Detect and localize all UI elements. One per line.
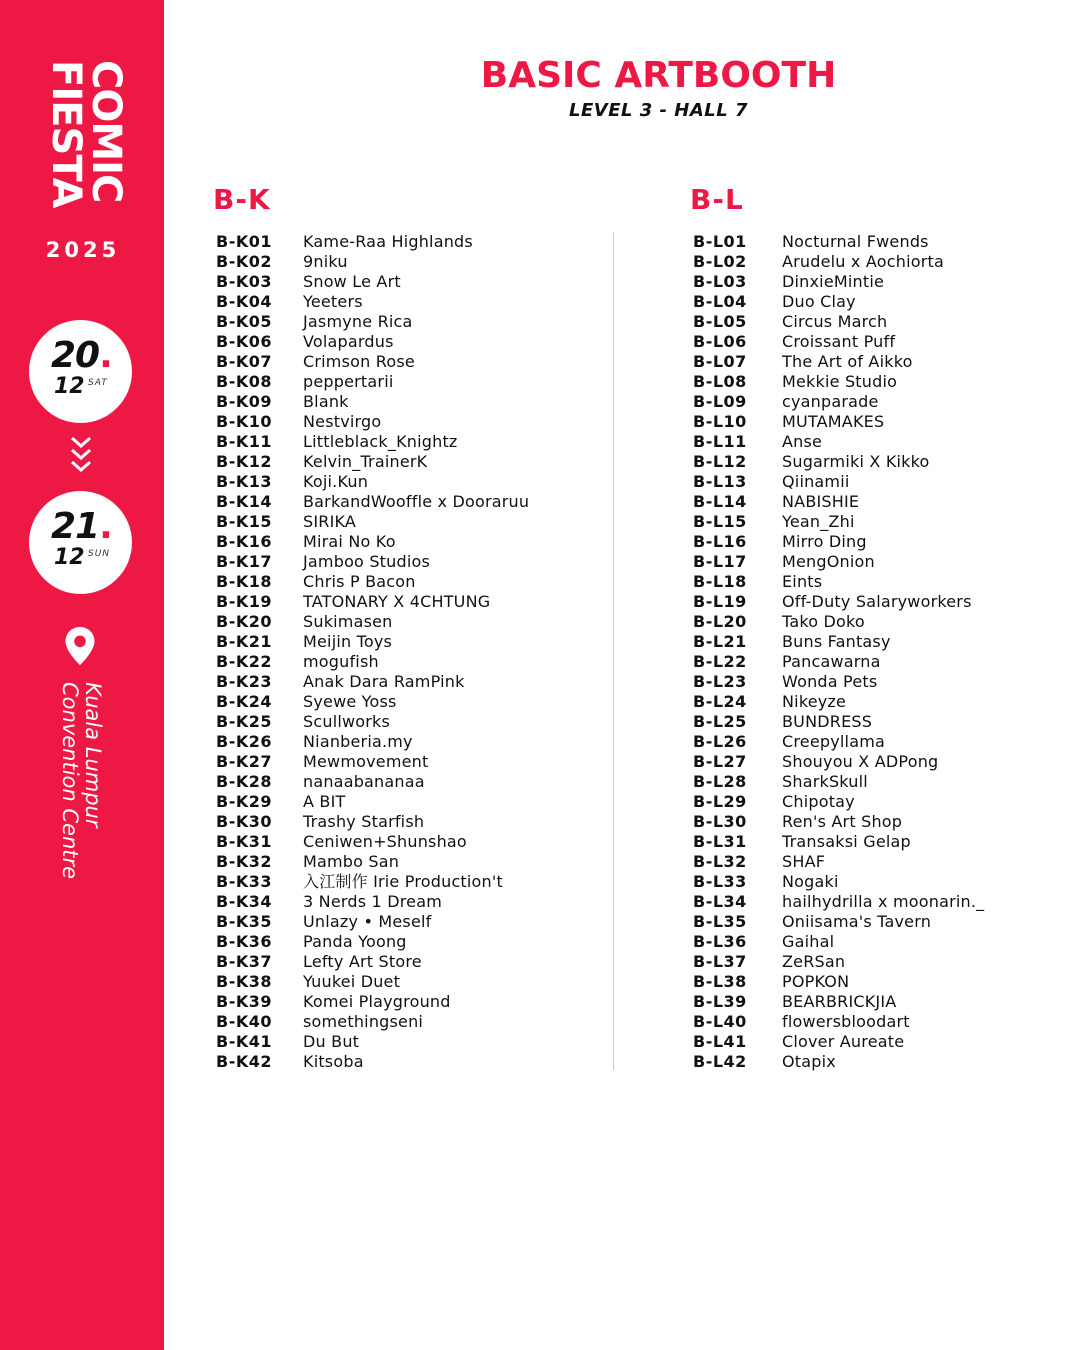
booth-row: [690, 872, 1080, 892]
booth-code: B-K28: [216, 772, 272, 791]
booth-name: Mambo San: [303, 852, 400, 871]
booth-name: Off-Duty Salaryworkers: [782, 592, 972, 611]
booth-row: [213, 932, 613, 952]
booth-name: Littleblack_Knightz: [303, 432, 458, 451]
booth-name: Duo Clay: [782, 292, 856, 311]
booth-code: B-L39: [693, 992, 747, 1011]
booth-code: B-L17: [693, 552, 747, 571]
venue-label: [59, 682, 104, 879]
booth-name: Mirro Ding: [782, 532, 867, 551]
booth-name: Mirai No Ko: [303, 532, 396, 551]
booth-code: B-L33: [693, 872, 747, 891]
booth-name: DinxieMintie: [782, 272, 885, 291]
booth-code: B-K33: [216, 872, 272, 891]
booth-code: B-L05: [693, 312, 747, 331]
booth-code: B-L11: [693, 432, 747, 451]
booth-name: 9niku: [303, 252, 348, 271]
booth-row: [213, 492, 613, 512]
booth-name: Yean_Zhi: [782, 512, 855, 531]
booth-row: [690, 652, 1080, 672]
booth-code: B-L03: [693, 272, 747, 291]
booth-row: [690, 292, 1080, 312]
booth-name: Komei Playground: [303, 992, 451, 1011]
booth-name: Circus March: [782, 312, 888, 331]
booth-name: Blank: [303, 392, 349, 411]
date-weekday: SUN: [88, 549, 111, 559]
booth-code: B-L22: [693, 652, 747, 671]
booth-row: [213, 452, 613, 472]
booth-code: B-L26: [693, 732, 747, 751]
booth-code: B-L02: [693, 252, 747, 271]
booth-code: B-L23: [693, 672, 747, 691]
section-heading: B-L: [690, 183, 744, 216]
booth-code: B-L24: [693, 692, 747, 711]
booth-row: [213, 572, 613, 592]
booth-code: B-L29: [693, 792, 747, 811]
booth-code: B-K40: [216, 1012, 272, 1031]
logo-line-2: FIESTA: [43, 60, 89, 208]
booth-code: B-L18: [693, 572, 747, 591]
booth-code: B-K32: [216, 852, 272, 871]
booth-row: [213, 892, 613, 912]
booth-name: Lefty Art Store: [303, 952, 422, 971]
chevron-double-down-icon: [70, 436, 92, 476]
booth-code: B-K09: [216, 392, 272, 411]
booth-name: Unlazy • Meself: [303, 912, 432, 931]
booth-code: B-K13: [216, 472, 272, 491]
booth-name: SIRIKA: [303, 512, 357, 531]
booth-row: [213, 612, 613, 632]
booth-name: SHAF: [782, 852, 826, 871]
booth-name: Syewe Yoss: [303, 692, 397, 711]
date-badge-start: [29, 320, 132, 423]
booth-name: MUTAMAKES: [782, 412, 885, 431]
booth-name: BUNDRESS: [782, 712, 873, 731]
booth-row: [213, 852, 613, 872]
booth-code: B-K16: [216, 532, 272, 551]
booth-name: Yeeters: [303, 292, 363, 311]
booth-row: [690, 1052, 1080, 1072]
booth-name: mogufish: [303, 652, 379, 671]
logo-line-1: COMIC: [83, 60, 129, 203]
booth-name: Trashy Starfish: [303, 812, 425, 831]
booth-code: B-K02: [216, 252, 272, 271]
booth-row: [690, 272, 1080, 292]
column-divider: [613, 232, 614, 1070]
booth-code: B-K23: [216, 672, 272, 691]
booth-row: [690, 812, 1080, 832]
booth-name: ZeRSan: [782, 952, 846, 971]
booth-row: [690, 312, 1080, 332]
booth-code: B-K25: [216, 712, 272, 731]
booth-code: B-L12: [693, 452, 747, 471]
page-subtitle: LEVEL 3 - HALL 7: [569, 100, 748, 121]
date-month: 12: [54, 374, 85, 399]
booth-name: SharkSkull: [782, 772, 868, 791]
booth-section-bk: [213, 183, 613, 1072]
booth-name: BarkandWooffle x Dooraruu: [303, 492, 530, 511]
booth-row: [213, 352, 613, 372]
booth-name: Anak Dara RamPink: [303, 672, 465, 691]
booth-name: Ren's Art Shop: [782, 812, 903, 831]
booth-code: B-K10: [216, 412, 272, 431]
booth-row: [213, 712, 613, 732]
booth-name: flowersbloodart: [782, 1012, 910, 1031]
booth-code: B-K36: [216, 932, 272, 951]
booth-row: [690, 512, 1080, 532]
booth-name: TATONARY X 4CHTUNG: [303, 592, 491, 611]
booth-row: [690, 632, 1080, 652]
booth-code: B-L20: [693, 612, 747, 631]
booth-row: [213, 232, 613, 252]
booth-name: Du But: [303, 1032, 360, 1051]
booth-name: 3 Nerds 1 Dream: [303, 892, 442, 911]
booth-name: cyanparade: [782, 392, 879, 411]
date-day: 21.: [51, 506, 112, 547]
booth-name: Jamboo Studios: [303, 552, 431, 571]
date-day: 20.: [51, 335, 112, 376]
booth-row: [213, 552, 613, 572]
booth-code: B-K42: [216, 1052, 272, 1071]
booth-code: B-K22: [216, 652, 272, 671]
booth-row: [213, 292, 613, 312]
booth-name: Croissant Puff: [782, 332, 896, 351]
booth-row: [213, 632, 613, 652]
booth-name: A BIT: [303, 792, 346, 811]
booth-code: B-L41: [693, 1032, 747, 1051]
booth-name: Volapardus: [303, 332, 394, 351]
booth-name: Meijin Toys: [303, 632, 393, 651]
booth-row: [690, 452, 1080, 472]
booth-row: [690, 752, 1080, 772]
booth-row: [213, 912, 613, 932]
booth-name: nanaabananaa: [303, 772, 425, 791]
comic-fiesta-logo: [40, 60, 129, 262]
booth-row: [213, 332, 613, 352]
booth-name: Sukimasen: [303, 612, 393, 631]
booth-name: BEARBRICKJIA: [782, 992, 897, 1011]
booth-row: [690, 912, 1080, 932]
booth-row: [690, 692, 1080, 712]
date-badge-end: [29, 491, 132, 594]
booth-row: [213, 832, 613, 852]
booth-row: [213, 312, 613, 332]
booth-row: [690, 832, 1080, 852]
booth-code: B-L30: [693, 812, 747, 831]
booth-name: Arudelu x Aochiorta: [782, 252, 944, 271]
booth-row: [690, 972, 1080, 992]
booth-name: Clover Aureate: [782, 1032, 905, 1051]
booth-name: Oniisama's Tavern: [782, 912, 932, 931]
booth-code: B-K24: [216, 692, 272, 711]
booth-row: [213, 692, 613, 712]
booth-name: Otapix: [782, 1052, 836, 1071]
booth-row: [690, 672, 1080, 692]
booth-name: Sugarmiki X Kikko: [782, 452, 930, 471]
booth-name: Creepyllama: [782, 732, 885, 751]
logo-year: 2025: [45, 238, 121, 262]
booth-name: Pancawarna: [782, 652, 881, 671]
page-title: BASIC ARTBOOTH: [480, 55, 837, 96]
booth-name: 入江制作 Irie Production't: [303, 872, 503, 891]
booth-code: B-L16: [693, 532, 747, 551]
booth-code: B-L31: [693, 832, 747, 851]
booth-code: B-L19: [693, 592, 747, 611]
booth-code: B-K30: [216, 812, 272, 831]
booth-code: B-L09: [693, 392, 747, 411]
booth-row: [690, 472, 1080, 492]
booth-row: [213, 432, 613, 452]
booth-row: [213, 1032, 613, 1052]
booth-row: [690, 572, 1080, 592]
booth-row: [213, 372, 613, 392]
booth-name: Wonda Pets: [782, 672, 878, 691]
booth-code: B-K21: [216, 632, 272, 651]
booth-code: B-K31: [216, 832, 272, 851]
booth-name: Buns Fantasy: [782, 632, 891, 651]
booth-code: B-L04: [693, 292, 747, 311]
booth-name: Mewmovement: [303, 752, 429, 771]
booth-code: B-L32: [693, 852, 747, 871]
booth-code: B-K05: [216, 312, 272, 331]
booth-code: B-K41: [216, 1032, 272, 1051]
booth-code: B-K11: [216, 432, 272, 451]
booth-code: B-K39: [216, 992, 272, 1011]
booth-code: B-L25: [693, 712, 747, 731]
booth-row: [690, 712, 1080, 732]
booth-row: [690, 592, 1080, 612]
booth-row: [690, 252, 1080, 272]
booth-code: B-K08: [216, 372, 272, 391]
booth-row: [213, 812, 613, 832]
booth-list: [690, 232, 1080, 1072]
date-month: 12: [54, 545, 85, 570]
booth-name: Gaihal: [782, 932, 835, 951]
booth-name: POPKON: [782, 972, 850, 991]
booth-name: somethingseni: [303, 1012, 424, 1031]
booth-name: Kitsoba: [303, 1052, 364, 1071]
booth-code: B-L10: [693, 412, 747, 431]
booth-row: [213, 532, 613, 552]
booth-code: B-K15: [216, 512, 272, 531]
booth-name: Transaksi Gelap: [782, 832, 911, 851]
booth-name: Crimson Rose: [303, 352, 415, 371]
booth-row: [690, 612, 1080, 632]
booth-code: B-L27: [693, 752, 747, 771]
booth-row: [690, 412, 1080, 432]
booth-row: [690, 772, 1080, 792]
booth-row: [690, 992, 1080, 1012]
booth-row: [213, 792, 613, 812]
booth-code: B-K12: [216, 452, 272, 471]
booth-code: B-K01: [216, 232, 272, 251]
booth-row: [213, 272, 613, 292]
booth-name: Jasmyne Rica: [303, 312, 413, 331]
map-pin-icon: [64, 626, 96, 666]
booth-code: B-L38: [693, 972, 747, 991]
booth-row: [690, 392, 1080, 412]
booth-row: [690, 792, 1080, 812]
booth-code: B-L28: [693, 772, 747, 791]
booth-row: [213, 872, 613, 892]
booth-row: [213, 1052, 613, 1072]
booth-name: Panda Yoong: [303, 932, 407, 951]
date-weekday: SAT: [88, 378, 108, 388]
venue-line-2: Convention Centre: [58, 682, 83, 880]
booth-row: [690, 532, 1080, 552]
booth-name: Qiinamii: [782, 472, 850, 491]
booth-code: B-K06: [216, 332, 272, 351]
booth-code: B-L21: [693, 632, 747, 651]
booth-code: B-K38: [216, 972, 272, 991]
booth-name: NABISHIE: [782, 492, 860, 511]
booth-code: B-K17: [216, 552, 272, 571]
booth-row: [213, 652, 613, 672]
booth-row: [690, 432, 1080, 452]
booth-code: B-L13: [693, 472, 747, 491]
booth-code: B-K35: [216, 912, 272, 931]
booth-name: Nocturnal Fwends: [782, 232, 929, 251]
booth-code: B-L14: [693, 492, 747, 511]
booth-name: Tako Doko: [782, 612, 865, 631]
booth-code: B-K07: [216, 352, 272, 371]
booth-code: B-L42: [693, 1052, 747, 1071]
sidebar: [0, 0, 164, 1350]
booth-row: [213, 412, 613, 432]
venue-line-1: Kuala Lumpur: [81, 682, 105, 828]
booth-code: B-K27: [216, 752, 272, 771]
booth-name: Shouyou X ADPong: [782, 752, 939, 771]
booth-row: [213, 252, 613, 272]
booth-row: [213, 732, 613, 752]
booth-name: Nikeyze: [782, 692, 847, 711]
booth-row: [213, 772, 613, 792]
booth-name: Kelvin_TrainerK: [303, 452, 428, 471]
booth-code: B-K03: [216, 272, 272, 291]
booth-name: Snow Le Art: [303, 272, 401, 291]
booth-name: Scullworks: [303, 712, 391, 731]
booth-name: Nestvirgo: [303, 412, 382, 431]
booth-code: B-K20: [216, 612, 272, 631]
booth-row: [213, 952, 613, 972]
booth-row: [213, 472, 613, 492]
booth-code: B-L15: [693, 512, 747, 531]
booth-code: B-L08: [693, 372, 747, 391]
booth-code: B-K37: [216, 952, 272, 971]
booth-code: B-K18: [216, 572, 272, 591]
booth-code: B-K19: [216, 592, 272, 611]
booth-name: The Art of Aikko: [782, 352, 913, 371]
booth-row: [213, 992, 613, 1012]
booth-code: B-L40: [693, 1012, 747, 1031]
booth-name: Kame-Raa Highlands: [303, 232, 473, 251]
booth-code: B-L36: [693, 932, 747, 951]
page-header: [164, 55, 1080, 121]
booth-row: [213, 752, 613, 772]
booth-row: [690, 352, 1080, 372]
booth-row: [690, 552, 1080, 572]
booth-name: Chris P Bacon: [303, 572, 416, 591]
booth-row: [690, 232, 1080, 252]
booth-row: [213, 1012, 613, 1032]
booth-row: [690, 1012, 1080, 1032]
booth-code: B-K14: [216, 492, 272, 511]
booth-name: Eints: [782, 572, 823, 591]
booth-row: [213, 512, 613, 532]
booth-row: [213, 592, 613, 612]
booth-row: [690, 372, 1080, 392]
booth-row: [690, 1032, 1080, 1052]
booth-row: [690, 332, 1080, 352]
booth-code: B-K26: [216, 732, 272, 751]
booth-code: B-K34: [216, 892, 272, 911]
booth-code: B-L34: [693, 892, 747, 911]
booth-code: B-L07: [693, 352, 747, 371]
booth-name: Ceniwen+Shunshao: [303, 832, 467, 851]
section-heading: B-K: [213, 183, 271, 216]
booth-row: [690, 892, 1080, 912]
booth-code: B-L35: [693, 912, 747, 931]
booth-name: Koji.Kun: [303, 472, 369, 491]
booth-row: [690, 492, 1080, 512]
booth-name: peppertarii: [303, 372, 394, 391]
booth-row: [213, 392, 613, 412]
booth-list: [213, 232, 613, 1072]
booth-name: Yuukei Duet: [303, 972, 401, 991]
booth-row: [690, 932, 1080, 952]
booth-row: [213, 972, 613, 992]
booth-name: Nianberia.my: [303, 732, 413, 751]
booth-code: B-K29: [216, 792, 272, 811]
booth-section-bl: [690, 183, 1080, 1072]
booth-name: MengOnion: [782, 552, 875, 571]
booth-name: Nogaki: [782, 872, 839, 891]
booth-row: [690, 952, 1080, 972]
booth-row: [213, 672, 613, 692]
booth-code: B-L01: [693, 232, 747, 251]
booth-code: B-L06: [693, 332, 747, 351]
booth-row: [690, 732, 1080, 752]
booth-name: Chipotay: [782, 792, 855, 811]
booth-name: hailhydrilla x moonarin._: [782, 892, 985, 911]
booth-row: [690, 852, 1080, 872]
booth-name: Mekkie Studio: [782, 372, 898, 391]
booth-name: Anse: [782, 432, 823, 451]
booth-code: B-L37: [693, 952, 747, 971]
booth-code: B-K04: [216, 292, 272, 311]
